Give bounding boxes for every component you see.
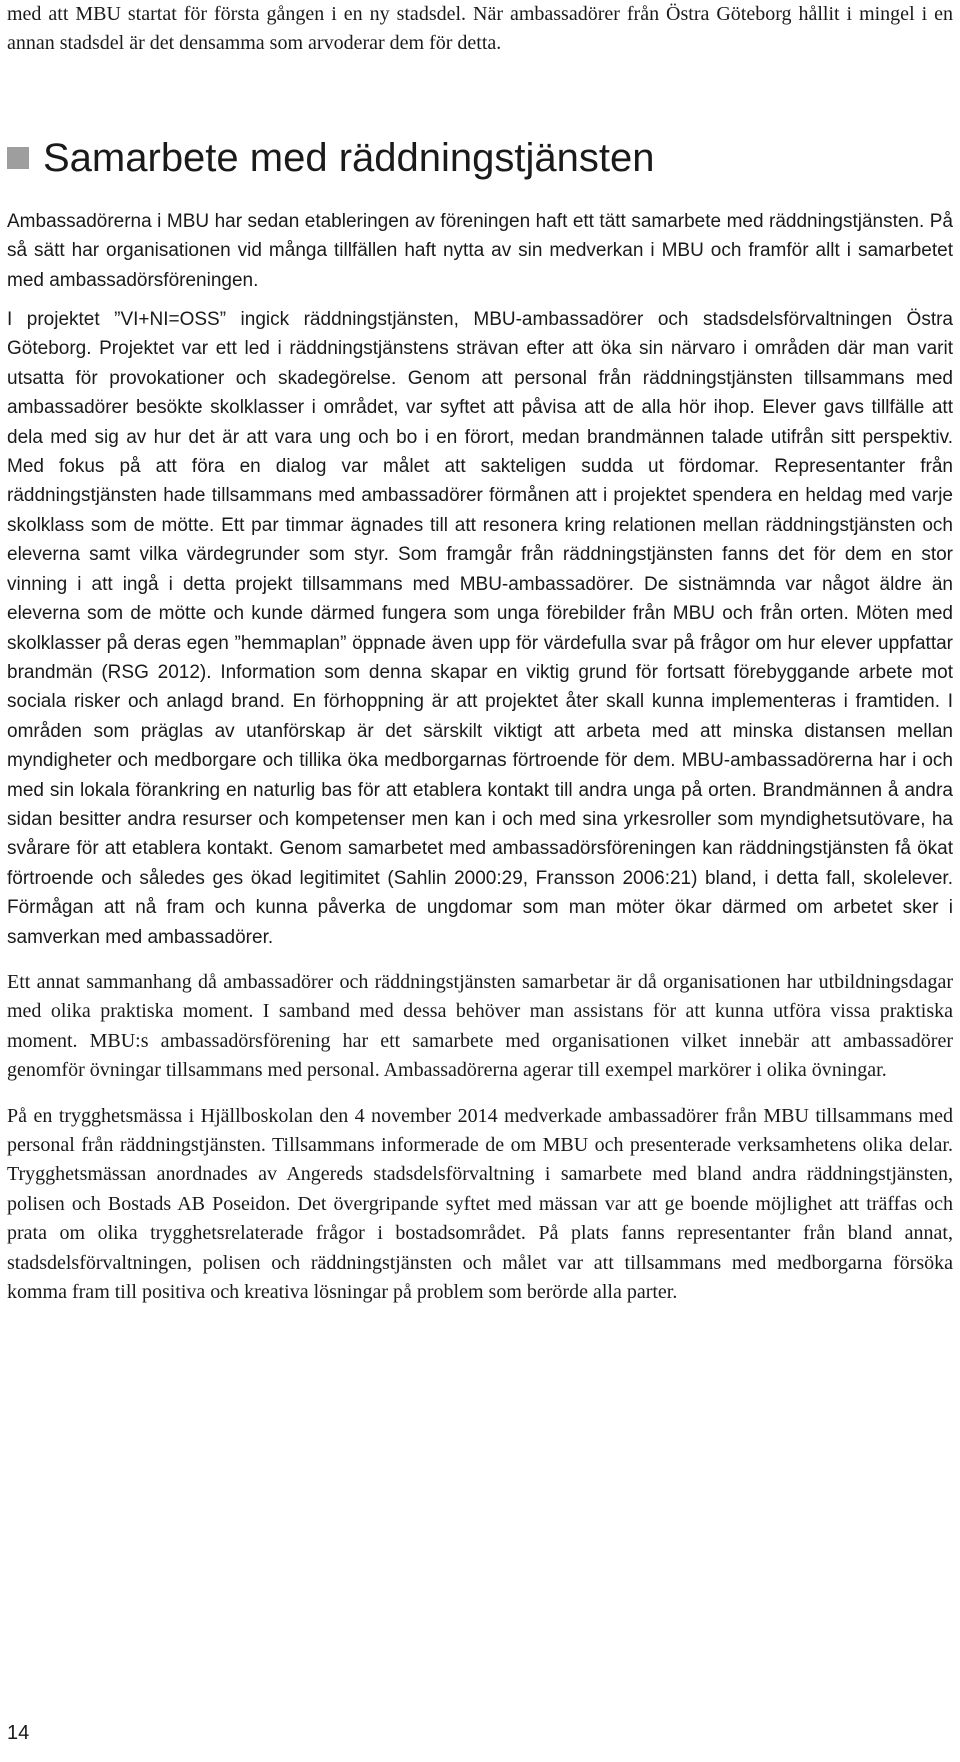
section-heading: [7, 135, 953, 181]
section-heading-text: Samarbete med räddningstjänsten: [43, 135, 655, 180]
body-paragraph-1: Ambassadörerna i MBU har sedan etableringen av föreningen haft ett tätt samarbete med räddningstjänsten. På så sätt har organisationen vid många tillfällen haft nytta av sin medverkan i MBU och framför allt i samarbetet med ambassadörsföreningen.: [7, 210, 953, 291]
body-paragraph-3: Ett annat sammanhang då ambassadörer och räddningstjänsten samarbetar är då organisationen har utbildningsdagar med olika praktiska moment. I samband med dessa behöver man assistans för att kunna utföra vissa praktiska moment. MBU:s ambassadörsförening har ett samarbete med organisationen vilket innebär att ambassadörer genomför övningar tillsammans med personal. Ambassadörerna agerar till exempel markörer i olika övningar.: [7, 970, 953, 1082]
page-number: 14: [7, 1722, 30, 1744]
document-page: [7, 0, 953, 1307]
body-paragraph-4: På en trygghetsmässa i Hjällboskolan den 4 november 2014 medverkade ambassadörer från MBU tillsammans med personal från räddningstjänsten. Tillsammans informerade de om MBU och presenterade verksamhetens olika delar. Trygghetsmässan anordnades av Angereds stadsdelsförvaltning i samarbete med bland andra räddningstjänsten, polisen och Bostads AB Poseidon. Det övergripande syftet med mässan var att ge boende möjlighet att träffas och prata om olika trygghetsrelaterade frågor i bostadsområdet. På plats fanns representanter från bland annat, stadsdelsförvaltningen, polisen och räddningstjänsten och målet var att tillsammans med medborgarna försöka komma fram till positiva och kreativa lösningar på problem som berörde alla parter.: [7, 1104, 953, 1304]
intro-paragraph: med att MBU startat för första gången i en ny stadsdel. När ambassadörer från Östra Göteborg hållit i mingel i en annan stadsdel är det densamma som arvoderar dem för detta.: [7, 3, 953, 55]
square-bullet-icon: [7, 147, 29, 169]
body-paragraph-2: I projektet ”VI+NI=OSS” ingick räddningstjänsten, MBU-ambassadörer och stadsdelsförvaltningen Östra Göteborg. Projektet var ett led i räddningstjänstens strävan efter att öka sin närvaro i områden där man varit utsatta för provokationer och skadegörelse. Genom att personal från räddningstjänsten tillsammans med ambassadörer besökte skolklasser i området, var syftet att påvisa att de alla hör ihop. Elever gavs tillfälle att dela med sig av hur det är att vara ung och bo i en förort, medan brandmännen talade utifrån sitt perspektiv. Med fokus på att föra en dialog var målet att sakteligen sudda ut fördomar. Representanter från räddningstjänsten hade tillsammans med ambassadörer förmånen att i projektet spendera en heldag med varje skolklass som de mötte. Ett par timmar ägnades till att resonera kring relationen mellan räddningstjänsten och eleverna samt vilka värdegrunder som styr. Som framgår från räddningstjänsten fanns det för dem en stor vinning i att ingå i detta projekt tillsammans med MBU-ambassadörer. De sistnämnda var något äldre än eleverna som de mötte och kunde därmed fungera som unga förebilder från MBU och från orten. Möten med skolklasser på deras egen ”hemmaplan” öppnade även upp för värdefulla svar på frågor om hur elever uppfattar brandmän (RSG 2012). Information som denna skapar en viktig grund för fortsatt förebyggande arbete mot sociala risker och anlagd brand. En förhoppning är att projektet åter skall kunna implementeras i framtiden. I områden som präglas av utanförskap är det särskilt viktigt att arbeta med att minska distansen mellan myndigheter och medborgare och tillika öka medborgarnas förtroende för dem. MBU-ambassadörerna har i och med sin lokala förankring en naturlig bas för att etablera kontakt till andra unga på orten. Brandmännen å andra sidan besitter andra resurser och kompetenser men kan i och med sina yrkesroller som myndighetsutövare, ha svårare för att etablera kontakt. Genom samarbetet med ambassadörsföreningen kan räddningstjänsten få ökat förtroende och således ges ökad legitimitet (Sahlin 2000:29, Fransson 2006:21) bland, i detta fall, skolelever. Förmågan att nå fram och kunna påverka de ungdomar som man möter ökar därmed om arbetet sker i samverkan med ambassadörer.: [7, 309, 953, 948]
